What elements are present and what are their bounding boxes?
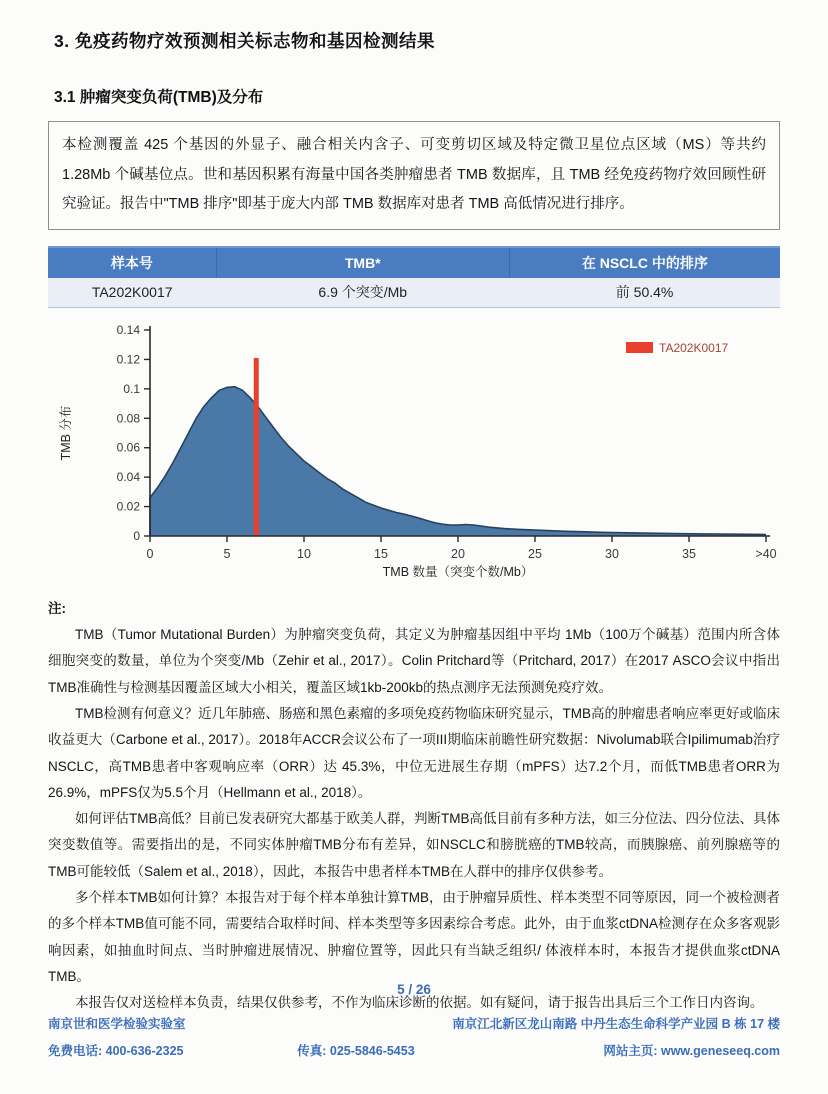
table-header-row bbox=[48, 247, 780, 278]
section-title: 3.1 肿瘤突变负荷(TMB)及分布 bbox=[54, 89, 264, 106]
x-tick-label: 30 bbox=[605, 546, 619, 561]
y-tick-label: 0.14 bbox=[116, 322, 140, 337]
note-paragraph-tmb-significance: TMB检测有何意义？近几年肺癌、肠癌和黑色素瘤的多项免疫药物临床研究显示，TMB高的肿瘤患者响应率更好或临床收益更大（Carbone et al., 2017）。2018年ACCR会议公布了一项III期临床前瞻性研究数据：Nivolumab联合Ipilimumab治疗NSCLC，高TMB患者中客观响应率（ORR）达 45.3%，中位无进展生存期（mPFS）达7.2个月，而低TMB患者ORR为26.9%，mPFS仅为5.5个月（Hellmann et al., 2018）。 bbox=[48, 705, 780, 800]
page-title: 3. 免疫药物疗效预测相关标志物和基因检测结果 bbox=[54, 31, 435, 51]
page-footer bbox=[48, 1014, 780, 1059]
y-tick-label: 0.12 bbox=[116, 352, 140, 367]
cell-tmb-value: 6.9 个突变/Mb bbox=[216, 278, 509, 307]
note-paragraph-multi-sample: 多个样本TMB如何计算？本报告对于每个样本单独计算TMB，由于肿瘤异质性、样本类型不同等原因，同一个被检测者的多个样本TMB值可能不同，需要结合取样时间、样本类型等多因素综合考虑。此外，由于血浆ctDNA检测存在众多客观影响因素，如抽血时间点、当时肿瘤进展情况、肿瘤位置等，因此只有当缺乏组织/ 体液样本时，本报告才提供血浆ctDNA TMB。 bbox=[48, 890, 780, 985]
x-tick-label: >40 bbox=[755, 546, 777, 561]
y-tick-label: 0.04 bbox=[116, 469, 140, 484]
cell-nsclc-rank: 前 50.4% bbox=[509, 278, 780, 307]
notes-section bbox=[48, 596, 780, 1017]
col-header-nsclc-rank: 在 NSCLC 中的排序 bbox=[509, 247, 780, 278]
page-number: 5 / 26 bbox=[397, 982, 431, 997]
y-tick-label: 0 bbox=[133, 528, 140, 543]
x-tick-label: 10 bbox=[297, 546, 311, 561]
note-paragraph-tmb-evaluation: 如何评估TMB高低？目前已发表研究大都基于欧美人群，判断TMB高低目前有多种方法，如三分位法、四分位法、具体突变数值等。需要指出的是，不同实体肿瘤TMB分布有差异，如NSCLC和膀胱癌的TMB较高，而胰腺癌、前列腺癌等的TMB可能较低（Salem et al., 2018），因此，本报告中患者样本TMB在人群中的排序仅供参考。 bbox=[48, 811, 780, 879]
density-area bbox=[150, 386, 766, 535]
legend-swatch bbox=[626, 342, 653, 353]
tmb-distribution-chart bbox=[48, 318, 780, 580]
x-axis-label: TMB 数量（突变个数/Mb） bbox=[382, 564, 534, 579]
footer-address: 南京江北新区龙山南路 中丹生态生命科学产业园 B 栋 17 楼 bbox=[452, 1017, 780, 1031]
footer-phone: 免费电话: 400-636-2325 bbox=[48, 1044, 184, 1058]
y-tick-label: 0.08 bbox=[116, 410, 140, 425]
x-tick-label: 20 bbox=[451, 546, 465, 561]
footer-spacer bbox=[260, 1014, 452, 1032]
legend-label: TA202K0017 bbox=[659, 340, 729, 355]
intro-text-box: 本检测覆盖 425 个基因的外显子、融合相关内含子、可变剪切区域及特定微卫星位点区域（MS）等共约 1.28Mb 个碱基位点。世和基因积累有海量中国各类肿瘤患者 TMB 数据库，且 TMB 经免疫药物疗效回顾性研究验证。报告中"TMB 排序"即基于庞大内部 TMB 数据库对患者 TMB 高低情况进行排序。 bbox=[48, 121, 780, 230]
x-tick-label: 25 bbox=[528, 546, 542, 561]
x-tick-label: 35 bbox=[682, 546, 696, 561]
density-plot-svg bbox=[50, 318, 780, 580]
notes-label: 注: bbox=[48, 600, 66, 616]
note-paragraph-tmb-definition: TMB（Tumor Mutational Burden）为肿瘤突变负荷，其定义为肿瘤基因组中平均 1Mb（100万个碱基）范围内所含体细胞突变的数量，单位为个突变/Mb（Zehir et al., 2017）。Colin Pritchard等（Pritchard, 2017）在2017 ASCO会议中指出TMB准确性与检测基因覆盖区域大小相关，覆盖区域1kb-200kb的热点测序无法预测免疫疗效。 bbox=[48, 626, 780, 695]
y-tick-label: 0.02 bbox=[116, 499, 140, 514]
col-header-sample-id: 样本号 bbox=[48, 247, 216, 278]
y-tick-label: 0.1 bbox=[123, 381, 140, 396]
col-header-tmb: TMB* bbox=[216, 247, 509, 278]
y-tick-label: 0.06 bbox=[116, 440, 140, 455]
note-paragraph-disclaimer: 本报告仅对送检样本负责，结果仅供参考，不作为临床诊断的依据。如有疑问，请于报告出具后三个工作日内咨询。 bbox=[75, 995, 764, 1011]
tmb-summary-table bbox=[48, 246, 780, 308]
table-row bbox=[48, 278, 780, 307]
y-axis-label: TMB 分布 bbox=[59, 405, 73, 461]
x-tick-label: 5 bbox=[223, 546, 231, 561]
footer-lab-name: 南京世和医学检验实验室 bbox=[48, 1017, 186, 1031]
footer-website: 网站主页: www.geneseeq.com bbox=[603, 1044, 780, 1058]
x-tick-label: 15 bbox=[374, 546, 388, 561]
footer-fax: 传真: 025-5846-5453 bbox=[297, 1044, 415, 1058]
cell-sample-id: TA202K0017 bbox=[48, 278, 216, 307]
x-tick-label: 0 bbox=[146, 546, 154, 561]
